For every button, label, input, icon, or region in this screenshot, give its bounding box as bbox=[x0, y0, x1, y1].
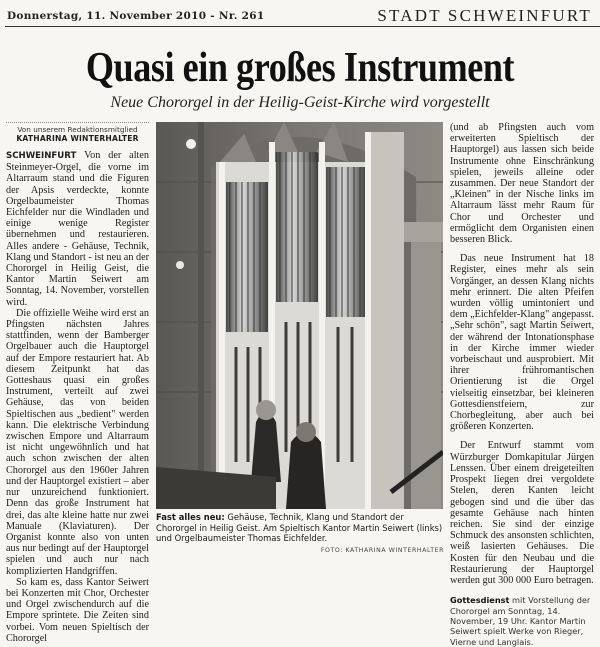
section-title: STADT SCHWEINFURT bbox=[377, 6, 592, 25]
page-header bbox=[5, 6, 600, 27]
paragraph-text: Von der alten Steinmeyer-Orgel, die vorne im Altarraum stand und die Figuren der Apsis verdeckte, konnte Orgelbaumeister Thomas Eichfelder nur die Windladen und einige wenige Register übernehmen und restaurieren. Alles andere - Gehäuse, Technik, Klang und Standort - ist neu an der Chororgel in Heilig Geist, die Kantor Martin Seiwert am Sonntag, 14. November, vorstellen wird. bbox=[6, 150, 149, 308]
article-column-left bbox=[6, 122, 149, 644]
photo-caption bbox=[156, 512, 444, 556]
service-info-box bbox=[450, 595, 594, 647]
paragraph: (und ab Pfingsten auch vom erweiterten Spieltisch der Hauptorgel) aus lassen sich beide Instrumente ohne Einschränkung spielen, jeweils alleine oder zusammen. Der neue Standort der „Kleinen" in der Nische links im Altarraum lässt mehr Raum für Chor und Orchester und ermöglicht dem Organisten einen besseren Blick. bbox=[450, 122, 594, 246]
paragraph: Der Entwurf stammt vom Würzburger Domkapitular Jürgen Lenssen. Über einem dreigeteilten Prospekt liegen drei vergoldete Stelen, deren Kanten leicht gebogen sind und die über das gesamte Gehäuse nach hinten reichen. Sie sind der einzige Schmuck des ansonsten schlichten, weiß lasierten Gehäuses. Die Kosten für den Neubau und die Restaurierung der Hauptorgel werden gut 300 000 Euro betragen. bbox=[450, 440, 594, 586]
paragraph bbox=[6, 150, 149, 308]
caption-text: Gehäuse, Technik, Klang und Standort der Chororgel in Heilig Geist. Am Spieltisch Kantor Martin Seiwert (links) und Orgelbaumeister Thomas Eichfelder. bbox=[156, 512, 443, 544]
headline: Quasi ein großes Instrument bbox=[85, 45, 515, 91]
photo-credit: FOTO: KATHARINA WINTERHALTER bbox=[320, 546, 444, 554]
subheadline: Neue Chororgel in der Heilig-Geist-Kirche wird vorgestellt bbox=[110, 94, 490, 111]
article-column-right bbox=[450, 122, 594, 647]
byline-author: KATHARINA WINTERHALTER bbox=[16, 134, 139, 143]
info-label: Gottesdienst bbox=[450, 595, 510, 606]
paragraph: So kam es, dass Kantor Seiwert bei Konzerten mit Chor, Orchester und Orgel zwischendurch auf die Empore sprintete. Die Zeiten sind vorbei. Vom neuen Spieltisch der Chororgel bbox=[6, 576, 149, 644]
paragraph: Die offizielle Weihe wird erst an Pfingsten nächsten Jahres stattfinden, wenn der Bamberger Orgelbauer auch die Hauptorgel auf der Empore restauriert hat. Ab diesem Zeitpunkt hat das Gotteshaus quasi ein großes Instrument, verteilt auf zwei Gehäuse, das von beiden Spieltischen aus „bedient" werden kann. Die elektrische Verbindung zwischen Empore und Altarraum ist nicht ungewöhnlich und hat auch schon zwischen der alten Chororgel aus den 1960er Jahren und der Hauptorgel existiert – aber nur unzureichend funktioniert. Denn das große Instrument hat drei, das alte kleine hatte nur zwei Manuale (Klaviaturen). Der Organist konnte also von unten aus nur bedingt auf der Hauptorgel spielen und auch nur nach komplizierten Handgriffen. bbox=[6, 307, 149, 577]
organ-photo-illustration bbox=[156, 122, 443, 509]
issue-dateline: Donnerstag, 11. November 2010 - Nr. 261 bbox=[7, 10, 265, 22]
caption-lead: Fast alles neu: bbox=[156, 512, 225, 522]
info-text: mit Vorstellung der Chororgel am Sonntag, 14. November, 19 Uhr. Kantor Martin Seiwert spielt Werke von Rieger, Vierne und Langlais. bbox=[450, 595, 591, 647]
paragraph: Das neue Instrument hat 18 Register, eines mehr als sein Vorgänger, an dessen Klang nichts mehr erinnert. Die alten Pfeifen wurden völlig umintoniert und dem „Eichfelder-Klang" angepasst. „Sehr schön", sagt Martin Seiwert, der während der Intonationsphase in der Kirche immer wieder vorbeischaut und ausprobiert. Mit ihrer frühromantischen Orientierung ist die Orgel vielseitig einsetzbar, bei kleineren Gottesdienstfeiern, zur Chorbegleitung, aber auch bei größeren Konzerten. bbox=[450, 253, 594, 433]
organ-photo bbox=[156, 122, 443, 509]
byline-prefix: Von unserem Redaktionsmitglied bbox=[17, 125, 138, 134]
byline bbox=[6, 122, 149, 144]
location-dateline: SCHWEINFURT bbox=[6, 151, 77, 161]
